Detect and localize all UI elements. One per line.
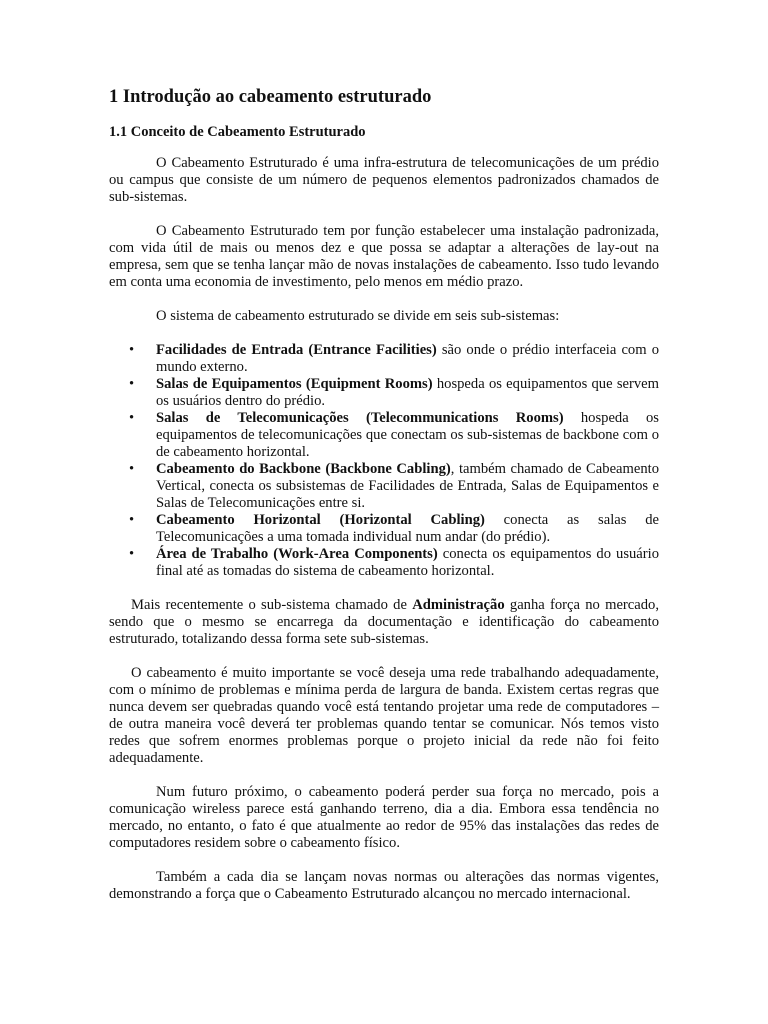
bullet: •: [129, 546, 135, 562]
list-item: [109, 342, 659, 376]
subsystem-term: Salas de Telecomunicações (Telecommunications Rooms): [156, 410, 564, 426]
document-page: [109, 86, 659, 920]
list-item: [109, 410, 659, 461]
subsystem-description: , também chamado de Cabeamento Vertical, conecta os subsistemas de Facilidades de Entrada, Salas de Equipamentos e Salas de Telecomunicações entre si.: [156, 461, 659, 511]
paragraph-importance: O cabeamento é muito importante se você deseja uma rede trabalhando adequadamente, com o mínimo de problemas e mínima perda de largura de banda. Existem certas regras que nunca devem ser quebradas quando você está tentando projetar uma rede de computadores – de outra maneira você deverá ter problemas quando tentar se comunicar. Nós temos visto redes que sofrem enormes problemas porque o projeto inicial da rede não foi feito adequadamente.: [109, 665, 659, 766]
subsection-heading: 1.1 Conceito de Cabeamento Estruturado: [109, 124, 366, 140]
subsystem-term: Facilidades de Entrada (Entrance Facilities): [156, 342, 437, 358]
subsystems-list: [109, 342, 659, 580]
paragraph-definition: O Cabeamento Estruturado é uma infra-estrutura de telecomunicações de um prédio ou campus que consiste de um número de pequenos elementos padronizados chamados de sub-sistemas.: [109, 155, 659, 205]
text-span: Mais recentemente o sub-sistema chamado de: [131, 597, 413, 613]
bullet: •: [129, 461, 135, 477]
paragraph-wireless: Num futuro próximo, o cabeamento poderá perder sua força no mercado, pois a comunicação wireless parece está ganhando terreno, dia a dia. Embora essa tendência no mercado, no entanto, o fato é que atualmente ao redor de 95% das instalações das redes de computadores residem sobre o cabeamento físico.: [109, 784, 659, 851]
paragraph-subsystems-intro: O sistema de cabeamento estruturado se divide em seis sub-sistemas:: [156, 308, 560, 324]
subsystem-description: conecta os equipamentos do usuário final até as tomadas do sistema de cabeamento horizontal.: [156, 546, 659, 579]
list-item: [109, 461, 659, 512]
subsystem-term: Salas de Equipamentos (Equipment Rooms): [156, 376, 433, 392]
subsystem-term: Cabeamento Horizontal (Horizontal Cabling): [156, 512, 485, 528]
administration-term: Administração: [412, 597, 505, 613]
list-item: [109, 376, 659, 410]
subsystem-term: Cabeamento do Backbone (Backbone Cabling): [156, 461, 451, 477]
text-span: ganha força no mercado, sendo que o mesmo se encarrega da documentação e identificação do cabeamento estruturado, totalizando dessa forma sete sub-sistemas.: [109, 597, 659, 647]
subsystem-term: Área de Trabalho (Work-Area Components): [156, 546, 438, 562]
paragraph-function: O Cabeamento Estruturado tem por função estabelecer uma instalação padronizada, com vida útil de mais ou menos dez e que possa se adaptar a alterações de lay-out na empresa, sem que se tenha lançar mão de novas instalações de cabeamento. Isso tudo levando em conta uma economia de investimento, pelo menos em médio prazo.: [109, 223, 659, 290]
bullet: •: [129, 376, 135, 392]
list-item: [109, 512, 659, 546]
bullet: •: [129, 410, 135, 426]
subsystem-description: hospeda os equipamentos de telecomunicações que conectam os sub-sistemas de backbone com o de cabeamento horizontal.: [156, 410, 659, 460]
list-item: [109, 546, 659, 580]
subsystem-description: hospeda os equipamentos que servem os usuários dentro do prédio.: [156, 376, 659, 409]
bullet: •: [129, 342, 135, 358]
bullet: •: [129, 512, 135, 528]
subsystem-description: são onde o prédio interfaceia com o mundo externo.: [156, 342, 659, 375]
paragraph-standards: Também a cada dia se lançam novas normas ou alterações das normas vigentes, demonstrando a força que o Cabeamento Estruturado alcançou no mercado internacional.: [109, 869, 659, 902]
subsystem-description: conecta as salas de Telecomunicações a uma tomada individual num andar (do prédio).: [156, 512, 659, 545]
section-heading: 1 Introdução ao cabeamento estruturado: [109, 87, 432, 107]
paragraph-administration: [109, 597, 659, 648]
